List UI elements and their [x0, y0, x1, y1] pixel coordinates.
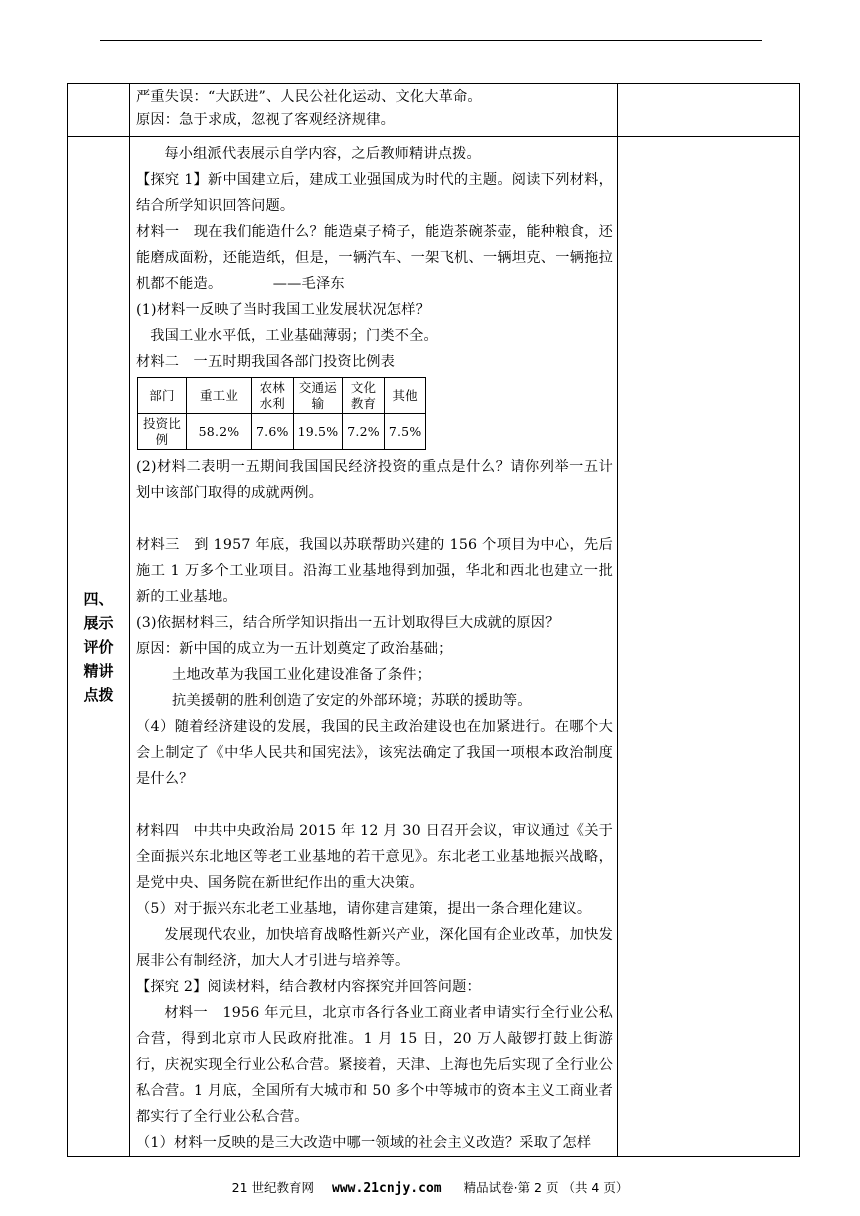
- explore-2-question-1: （1）材料一反映的是三大改造中哪一领域的社会主义改造？采取了怎样: [136, 1135, 592, 1151]
- table-cell: 7.6%: [252, 414, 294, 450]
- explore-2-material-1: 材料一 1956 年元旦，北京市各行各业工商业者申请实行全行业公私合营，得到北京市人民政府批准。1 月 15 日，20 万人敲锣打鼓上街游行，庆祝实现全行业公私合营。紧接着，天津、上海也先后实现了全行业公私合营。1 月底，全国所有大城市和 50 多个中等城市的资本主义工商业者都实行了全行业公私合营。: [136, 1005, 613, 1125]
- notes-cell: [618, 84, 800, 137]
- table-row: [68, 84, 800, 137]
- answer-space: [136, 792, 613, 818]
- table-header: 部门: [138, 378, 187, 414]
- question-1: (1)材料一反映了当时我国工业发展状况怎样？: [136, 302, 431, 318]
- question-3: (3)依据材料三，结合所学知识指出一五计划取得巨大成就的原因？: [136, 615, 560, 631]
- intro-text: 每小组派代表展示自学内容，之后教师精讲点拨。: [164, 146, 481, 162]
- content-cell: [130, 137, 618, 1157]
- table-header: 农林水利: [252, 378, 294, 414]
- answer-5: 发展现代农业，加快培育战略性新兴产业，深化国有企业改革，加快发展非公有制经济，加大人才引进与培养等。: [136, 927, 613, 969]
- table-cell: 7.2%: [343, 414, 385, 450]
- footer-site-link[interactable]: www.21cnjy.com: [332, 1181, 442, 1196]
- material-1: 材料一 现在我们能造什么？能造桌子椅子，能造茶碗茶壶，能种粮食，还能磨成面粉，还能造纸，但是，一辆汽车、一架飞机、一辆坦克、一辆拖拉机都不能造。 ——毛泽东: [136, 224, 613, 292]
- stage-label-line: 精讲: [83, 661, 114, 680]
- footer-left: 21 世纪教育网: [231, 1180, 315, 1195]
- stage-cell-empty: [68, 84, 130, 137]
- explore-1-heading: 【探究 1】新中国建立后，建成工业强国成为时代的主题。阅读下列材料，结合所学知识回答问题。: [136, 172, 613, 214]
- material-3: 材料三 到 1957 年底，我国以苏联帮助兴建的 156 个项目为中心，先后施工 1 万多个工业项目。沿海工业基地得到加强，华北和西北也建立一批新的工业基地。: [136, 537, 613, 605]
- table-header: 交通运输: [293, 378, 343, 414]
- table-row: [68, 137, 800, 1157]
- stage-label-line: 点拨: [83, 685, 114, 704]
- question-5: （5）对于振兴东北老工业基地，请你建言建策，提出一条合理化建议。: [136, 901, 592, 917]
- footer-page-info: 精品试卷·第 2 页 （共 4 页）: [463, 1180, 629, 1195]
- table-row: [138, 414, 426, 450]
- table-cell: 7.5%: [384, 414, 426, 450]
- text-line: 原因：急于求成，忽视了客观经济规律。: [136, 112, 395, 128]
- lesson-table: [67, 83, 800, 1157]
- table-row: [138, 378, 426, 414]
- table-cell: 58.2%: [187, 414, 252, 450]
- answer-3-line-1: 原因：新中国的成立为一五计划奠定了政治基础；: [136, 641, 453, 657]
- question-4: （4）随着经济建设的发展，我国的民主政治建设也在加紧进行。在哪个大会上制定了《中华人民共和国宪法》，该宪法确定了我国一项根本政治制度是什么？: [136, 719, 613, 787]
- stage-label-line: 评价: [83, 637, 114, 656]
- answer-3-line-3: 抗美援朝的胜利创造了安定的外部环境；苏联的援助等。: [172, 693, 532, 709]
- explore-2-heading: 【探究 2】阅读材料，结合教材内容探究并回答问题：: [136, 979, 481, 995]
- stage-label: [68, 137, 130, 1157]
- table-row-label: 投资比例: [138, 414, 187, 450]
- material-2: 材料二 一五时期我国各部门投资比例表: [136, 354, 395, 370]
- question-2: (2)材料二表明一五期间我国国民经济投资的重点是什么？请你列举一五计划中该部门取得的成就两例。: [136, 459, 613, 501]
- text-line: 严重失误：“大跃进”、人民公社化运动、文化大革命。: [136, 89, 482, 105]
- header-rule: [100, 40, 762, 41]
- answer-3-line-2: 土地改革为我国工业化建设准备了条件；: [172, 667, 431, 683]
- stage-label-line: 展示: [83, 613, 114, 632]
- answer-space: [136, 506, 613, 532]
- table-header: 文化教育: [343, 378, 385, 414]
- stage-label-line: 四、: [83, 589, 114, 608]
- content-cell: [130, 84, 618, 137]
- table-header: 其他: [384, 378, 426, 414]
- table-cell: 19.5%: [293, 414, 343, 450]
- investment-table: [137, 377, 426, 450]
- table-header: 重工业: [187, 378, 252, 414]
- answer-1: 我国工业水平低，工业基础薄弱；门类不全。: [150, 328, 438, 344]
- page-footer: [0, 1178, 860, 1196]
- notes-cell: [618, 137, 800, 1157]
- material-4: 材料四 中共中央政治局 2015 年 12 月 30 日召开会议，审议通过《关于全面振兴东北地区等老工业基地的若干意见》。东北老工业基地振兴战略，是党中央、国务院在新世纪作出的重大决策。: [136, 823, 613, 891]
